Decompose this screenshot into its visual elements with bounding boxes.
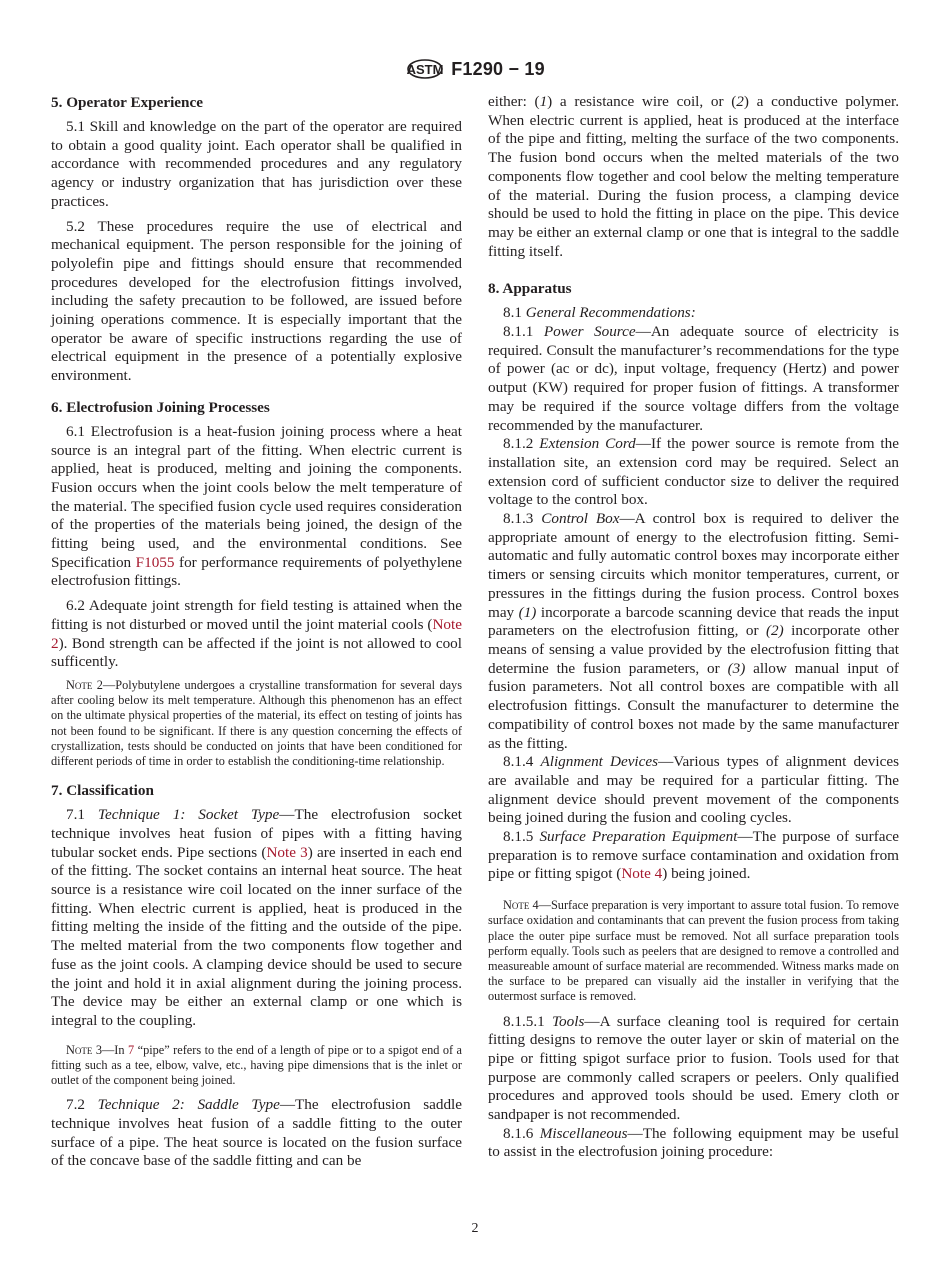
paragraph-8-1-4: 8.1.4 Alignment Devices—Various types of alignment devices are available and may be required for a particular fitting. The alignment device should prevent movement of the components being joined during the fusion and cooling cycles.	[488, 753, 899, 827]
paragraph-7-2-continued: either: (1) a resistance wire coil, or (2) a conductive polymer. When electric current is applied, heat is produced at the interface of the pipe and fitting, melting the surface of the two components. The fusion bond occurs when the melted materials of the two components flow together and cool below the melting temperature of the material. During the fusion process, a clamping device should be used to hold the fitting in place on the pipe. This device may be either an external clamp or one that is integral to the saddle fitting itself.	[488, 93, 899, 260]
section-5	[51, 93, 462, 386]
section-heading: 8. Apparatus	[488, 280, 572, 298]
paragraph-5-2: 5.2 These procedures require the use of electrical and mechanical equipment. The person responsible for the joining of polyolefin pipe and fittings should ensure that recommended procedures developed for the electrofusion fittings involved, including the safety precaution to be followed, are issued before joining operations commence. It is especially important that the operator be aware of specific instructions regarding the use of electrical equipment in the presence of a potentially explosive environment.	[51, 217, 462, 385]
section-8	[488, 279, 899, 1162]
paragraph-6-1: 6.1 Electrofusion is a heat-fusion joining process where a heat source is an integral part of the fitting. When electric current is applied, heat is produced, melting and joining the components. Fusion occurs when the joint cools below the melt temperature of the material. The specified fusion cycle used requires consideration of the properties of the materials being joined, the design of the fitting being used, and the environmental conditions. See Specification F1055 for performance requirements of polyethylene electrofusion fittings.	[51, 422, 462, 590]
note-2: Note 2—Polybutylene undergoes a crystalline transformation for several days after cooling below its melt temperature. Although this phenomenon has an effect on the ultimate physical properties of the material, its effect on testing of joints has not been found to be significant. If there is any question concerning the effects of crystallization, tests should be conducted on joints that have been conditioned for different periods of time in order to establish the conditioning-time relationship.	[51, 677, 462, 768]
paragraph-5-1: 5.1 Skill and knowledge on the part of the operator are required to obtain a good quality joint. Each operator shall be qualified in accordance with recommended procedures and any regulatory agency or industry organization that has jurisdiction over these practices.	[51, 118, 462, 210]
paragraph-8-1-5: 8.1.5 Surface Preparation Equipment—The purpose of surface preparation is to remove surface contamination and oxidation from pipe or fitting spigot (Note 4) being joined.	[488, 828, 899, 883]
paragraph-7-1: 7.1 Technique 1: Socket Type—The electrofusion socket technique involves heat fusion of pipes with a fitting having tubular socket ends. Pipe sections (Note 3) are inserted in each end of the fitting. The socket contains an internal heat source. The heat source is a resistance wire coil located on the inner surface of the fitting. When electric current is applied, heat is produced in the fitting melting the inside of the fitting and the outside of the pipe. The melted material from the two components flow together and fuse as the joint cools. A clamping device should be used to secure the joint and hold it in axial alignment during the joining process. The device may be either an external clamp or one which is integral to the coupling.	[51, 806, 463, 1029]
page-header	[0, 54, 950, 84]
section-7	[51, 781, 462, 1171]
section-heading: 5. Operator Experience	[51, 94, 203, 111]
section-7-2-continued	[488, 93, 899, 261]
paragraph-8-1-3: 8.1.3 Control Box—A control box is required to deliver the appropriate amount of energy to the electrofusion fitting. Semi-automatic and fully automatic control boxes may incorporate either timers or sensing circuits which monitor temperatures, current, or pressures in the fittings during the fusion process. Control boxes may (1) incorporate a barcode scanning device that reads the input parameters on the electrofusion fitting, or (2) incorporate other means of sensing a value provided by the electrofusion fitting that determine the fusion parameters, or (3) allow manual input of fusion parameters. Not all control boxes are compatible with all electrofusion fittings. Consult the manufacturer to determine the compatibility of control boxes not made by the same manufacturer as the fitting.	[488, 510, 900, 752]
spec-link-f1055[interactable]: F1055	[135, 553, 175, 571]
svg-text:ASTM: ASTM	[406, 62, 444, 77]
paragraph-8-1: 8.1 General Recommendations:	[503, 304, 696, 322]
paragraph-8-1-6: 8.1.6 Miscellaneous—The following equipment may be useful to assist in the electrofusion joining procedure:	[488, 1124, 899, 1161]
paragraph-7-2: 7.2 Technique 2: Saddle Type—The electrofusion saddle technique involves heat fusion of a saddle fitting to the outer surface of a pipe. The heat source is located on the fusion surface of the concave base of the saddle fitting and can be	[51, 1096, 463, 1170]
page-number: 2	[471, 1221, 479, 1236]
note-4: Note 4—Surface preparation is very important to assure total fusion. To remove surface oxidation and contaminants that can prevent the fusion process from taking place the outer pipe surface must be removed. Not all surface preparation tools perform equally. Tools such as peelers that are designed to remove a controlled and measureable amount of surface material are recommended. Witness marks made on the surface to be prepared can visually aid the installer in verifying that the outermost surface is removed.	[488, 898, 899, 1004]
section-heading: 7. Classification	[51, 782, 154, 800]
section-6	[51, 398, 462, 769]
section-heading: 6. Electrofusion Joining Processes	[51, 398, 270, 416]
left-column	[51, 93, 462, 1183]
section-7-link[interactable]: 7	[128, 1042, 135, 1057]
note-3: Note 3—In 7 “pipe” refers to the end of a length of pipe or to a spigot end of a fitting such as a tee, elbow, valve, etc., having pipe dimensions that is the inlet or outlet of the component being joined.	[51, 1042, 462, 1088]
astm-logo-icon	[405, 54, 445, 84]
paragraph-8-1-2: 8.1.2 Extension Cord—If the power source is remote from the installation site, an extension cord may be required. Select an extension cord of sufficient conductor size to deliver the required voltage to the control box.	[488, 435, 899, 509]
right-column	[488, 93, 899, 1174]
document-designation: F1290 − 19	[451, 58, 545, 79]
note-3-link[interactable]: Note 3	[266, 843, 308, 861]
note-4-link[interactable]: Note 4	[621, 865, 663, 883]
note-2-link[interactable]: Note 2	[51, 615, 462, 652]
paragraph-6-2: 6.2 Adequate joint strength for field testing is attained when the fitting is not disturbed or moved until the joint material cools (Note 2). Bond strength can be affected if the joint is not allowed to cool sufficently.	[51, 597, 462, 671]
paragraph-8-1-1: 8.1.1 Power Source—An adequate source of electricity is required. Consult the manufacturer’s recommendations for the type of power (ac or dc), input voltage, frequency (Hertz) and power output (KW) required for proper fusion of fittings. A transformer may be required if the source voltage differs from the voltage recommended by the manufacturer.	[488, 323, 899, 434]
paragraph-8-1-5-1: 8.1.5.1 Tools—A surface cleaning tool is required for certain fitting designs to remove the outer layer or skin of material on the pipe or fitting spigot surface prior to fusion. Tools used for that purpose are commonly called scrapers or peelers. Only qualified procedures and approved tools should be used. Emery cloth or sandpaper is not recommended.	[488, 1012, 899, 1124]
